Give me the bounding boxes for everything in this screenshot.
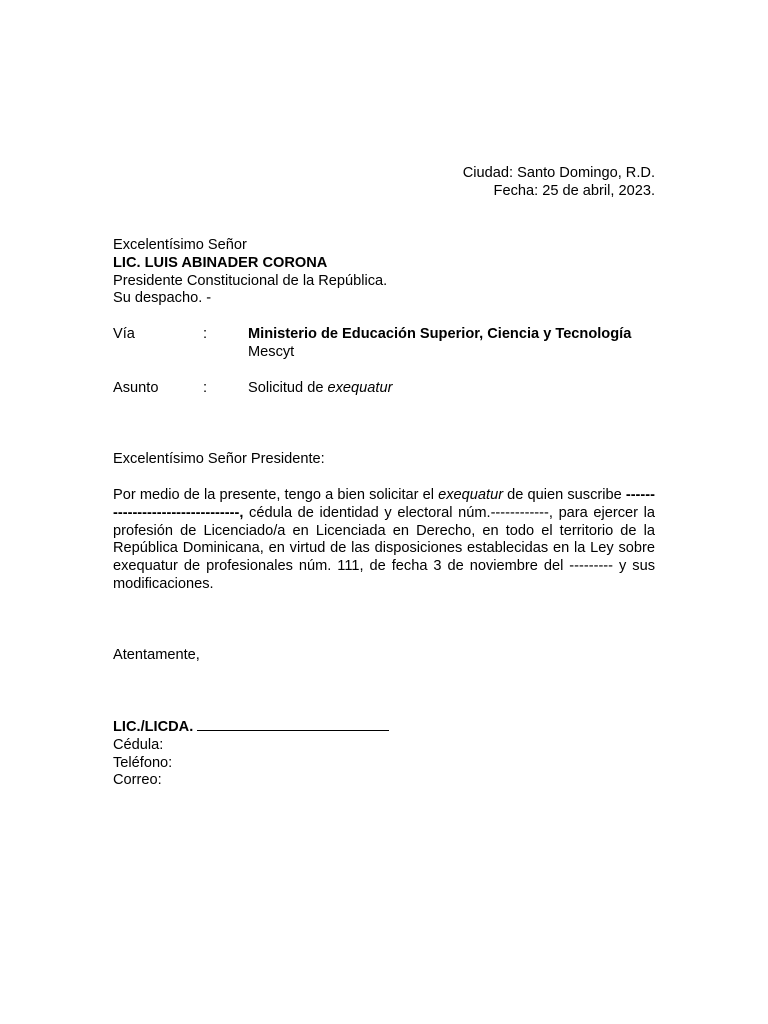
signature-correo: Correo:	[113, 772, 162, 789]
greeting: Excelentísimo Señor Presidente:	[113, 451, 325, 467]
date-line: Fecha: 25 de abril, 2023.	[493, 182, 655, 199]
recipient-block	[113, 237, 655, 308]
asunto-value-italic: exequatur	[327, 380, 393, 396]
asunto-label: Asunto	[113, 380, 159, 396]
via-label: Vía	[113, 326, 135, 342]
recipient-despacho: Su despacho. -	[113, 290, 212, 307]
asunto-row	[113, 380, 655, 398]
via-value: Ministerio de Educación Superior, Ciencia y Tecnología	[248, 326, 632, 342]
recipient-title: Presidente Constitucional de la República.	[113, 272, 388, 289]
signature-telefono: Teléfono:	[113, 754, 173, 771]
asunto-colon: :	[203, 380, 208, 396]
via-value-block	[248, 326, 655, 362]
letter-header	[113, 165, 655, 201]
via-row	[113, 326, 655, 362]
asunto-value	[248, 380, 655, 398]
body-part2: de quien suscribe	[503, 487, 626, 503]
via-value-sub: Mescyt	[248, 343, 295, 360]
city-line: Ciudad: Santo Domingo, R.D.	[462, 165, 655, 181]
recipient-name: LIC. LUIS ABINADER CORONA	[113, 254, 328, 271]
signature-underline	[197, 718, 389, 731]
signature-cedula: Cédula:	[113, 736, 164, 753]
body-part1: Por medio de la presente, tengo a bien solicitar el	[113, 487, 439, 503]
signature-line	[113, 718, 655, 737]
body-paragraph	[113, 487, 655, 594]
recipient-salutation: Excelentísimo Señor	[113, 237, 247, 253]
signature-label: LIC./LICDA.	[113, 719, 194, 735]
body-exequatur: exequatur	[438, 487, 504, 503]
closing: Atentamente,	[113, 647, 200, 663]
body-name-blank: --------------------------------,	[113, 487, 655, 521]
body-part4: cédula de identidad y electoral núm.------------, para ejercer la profesión de Licenciado/a en Licenciada en Derecho, en todo el territorio de la República Dominicana, en virtud de las disposiciones establecidas en la Ley sobre exequatur de profesionales núm. 111, de fecha 3 de noviembre del --------- y sus modificaciones.	[113, 504, 655, 592]
letter-page	[113, 0, 655, 1024]
asunto-value-prefix: Solicitud de	[248, 380, 328, 396]
via-colon: :	[203, 326, 208, 342]
signature-block	[113, 718, 655, 790]
